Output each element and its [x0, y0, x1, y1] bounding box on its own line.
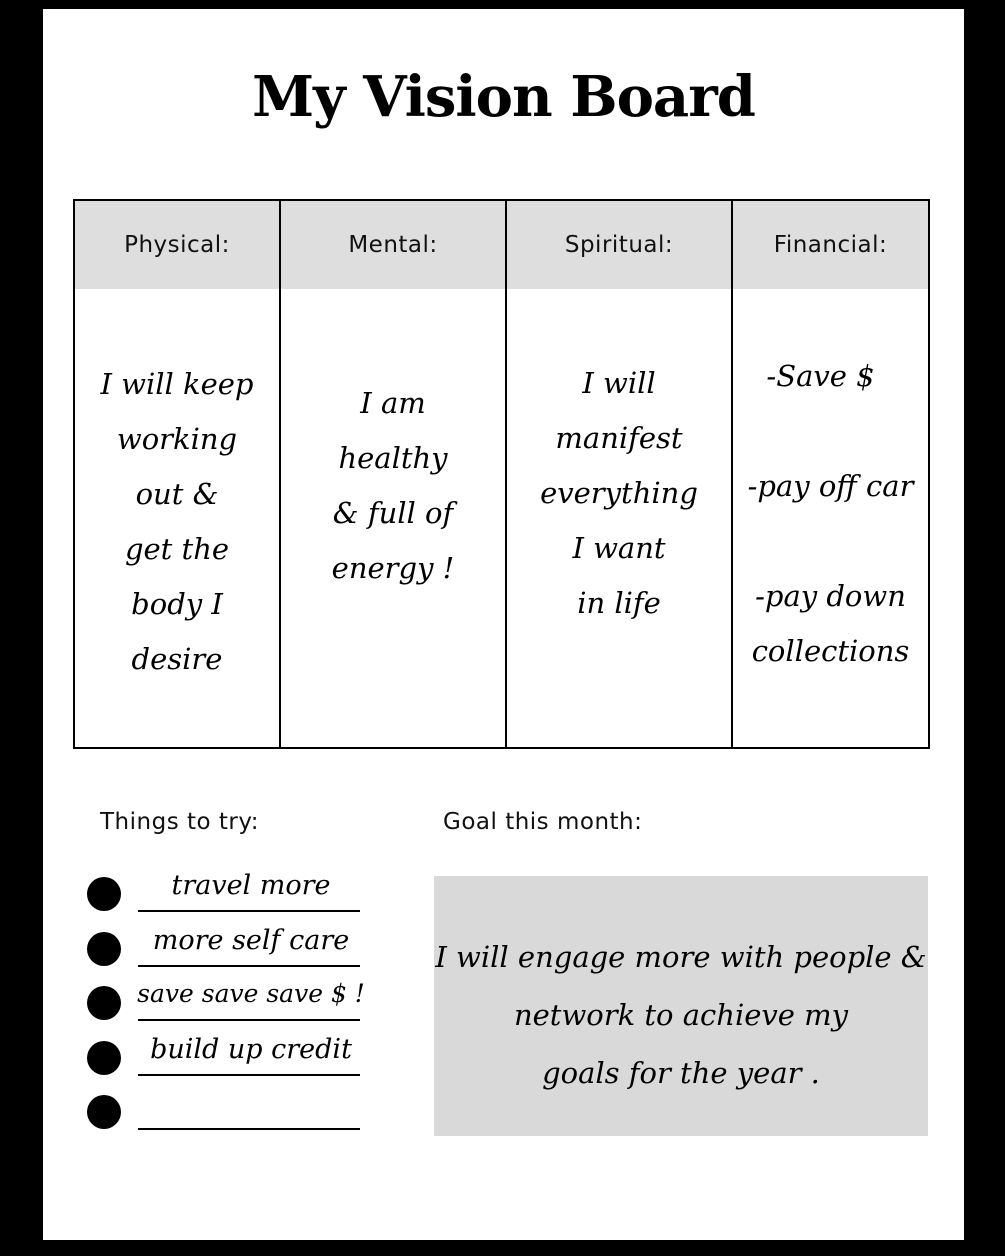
- physical-line: out &: [135, 477, 219, 511]
- underline: [138, 965, 360, 967]
- column-body-mental: [281, 376, 505, 596]
- page-title: My Vision Board: [252, 64, 755, 130]
- financial-line: -pay off car: [747, 469, 914, 503]
- bullet-icon: [87, 877, 121, 911]
- mental-line: healthy: [338, 441, 448, 475]
- physical-line: get the: [124, 532, 230, 566]
- list-item-text: more self care: [152, 924, 350, 956]
- mental-line: I am: [360, 386, 426, 420]
- goal-line: goals for the year .: [542, 1056, 820, 1090]
- underline: [138, 1019, 360, 1021]
- mental-line: energy !: [331, 551, 455, 585]
- underline: [138, 910, 360, 912]
- list-item-text: travel more: [171, 870, 331, 901]
- column-header-physical: Physical:: [75, 201, 279, 289]
- physical-line: I will keep: [100, 367, 254, 401]
- financial-line: -pay down: [755, 579, 906, 613]
- column-header-spiritual: Spiritual:: [507, 201, 731, 289]
- goal-text: [434, 928, 928, 1102]
- financial-line: -Save $: [766, 359, 875, 393]
- goal-box: [434, 876, 928, 1136]
- goal-line: network to achieve my: [513, 998, 849, 1032]
- list-item: [87, 867, 377, 922]
- spiritual-line: everything: [540, 476, 698, 510]
- spiritual-line: in life: [577, 586, 661, 620]
- column-header-mental: Mental:: [281, 201, 505, 289]
- column-financial: [731, 201, 928, 747]
- spiritual-line: I will: [582, 366, 656, 400]
- mental-line: & full of: [332, 496, 454, 530]
- underline: [138, 1074, 360, 1076]
- column-body-financial: [733, 349, 928, 679]
- list-item-text: save save save $ !: [137, 979, 365, 1008]
- bullet-icon: [87, 1095, 121, 1129]
- list-item-text: build up credit: [150, 1033, 352, 1065]
- physical-line: body I: [131, 587, 223, 621]
- physical-line: working: [116, 422, 238, 456]
- spiritual-line: manifest: [555, 421, 683, 455]
- things-to-try-list: [87, 867, 377, 1140]
- goal-label: Goal this month:: [443, 809, 643, 835]
- list-item: [87, 1085, 377, 1140]
- column-body-spiritual: [507, 356, 731, 631]
- physical-line: desire: [131, 642, 223, 676]
- bullet-icon: [87, 1041, 121, 1075]
- list-item: [87, 922, 377, 977]
- underline: [138, 1128, 360, 1130]
- vision-board-page: [43, 9, 964, 1240]
- financial-line: collections: [751, 634, 910, 668]
- column-mental: [279, 201, 505, 747]
- things-to-try-label: Things to try:: [100, 809, 260, 835]
- list-item: [87, 976, 377, 1031]
- vision-table: [73, 199, 930, 749]
- column-header-financial: Financial:: [733, 201, 928, 289]
- bullet-icon: [87, 932, 121, 966]
- list-item: [87, 1031, 377, 1086]
- bullet-icon: [87, 986, 121, 1020]
- column-physical: [75, 201, 279, 747]
- goal-line: I will engage more with people &: [435, 940, 927, 974]
- column-spiritual: [505, 201, 731, 747]
- column-body-physical: [75, 357, 279, 687]
- spiritual-line: I want: [572, 531, 666, 565]
